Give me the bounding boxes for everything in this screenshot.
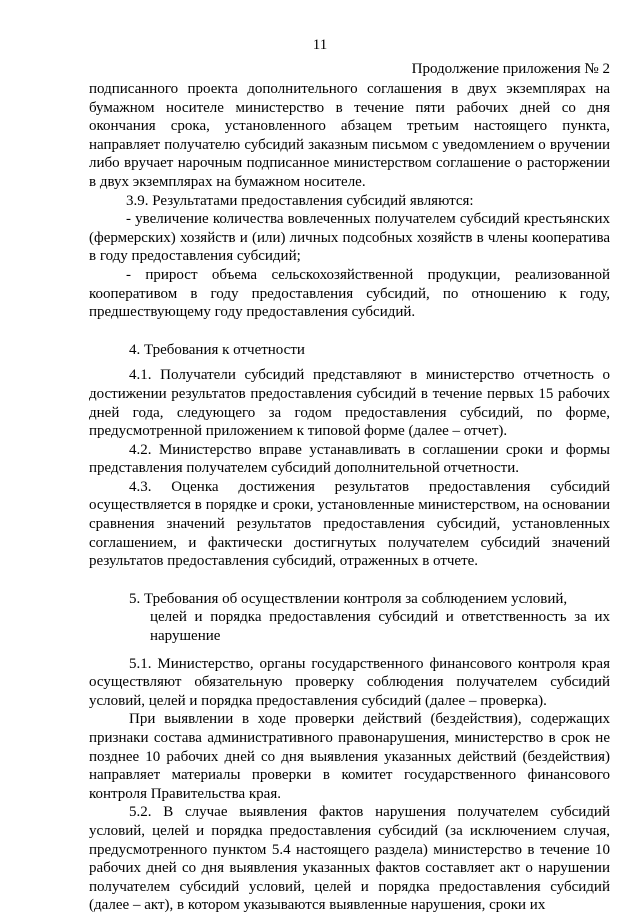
paragraph-4-2: 4.2. Министерство вправе устанавливать в соглашении сроки и формы представления получателем субсидий дополнительной отчетности. <box>89 441 610 477</box>
paragraph-violation-detection: При выявлении в ходе проверки действий (бездействия), содержащих признаки состава административного правонарушения, министерство в срок не позднее 10 рабочих дней со дня выявления указанных действий (бездействия) направляет материалы проверки в комитет государственного финансового контроля Правительства края. <box>89 711 610 802</box>
paragraph-4-1: 4.1. Получатели субсидий представляют в министерство отчетность о достижении результатов предоставления субсидий в течение первых 15 рабочих дней года, следующего за годом предоставления субсидий, по форме, предусмотренной приложением к типовой форме (далее – отчет). <box>89 367 610 440</box>
page-number: 11 <box>312 37 328 53</box>
paragraph-3-9: 3.9. Результатами предоставления субсидий являются: <box>126 192 474 209</box>
section-4-heading: 4. Требования к отчетности <box>129 341 305 358</box>
paragraph-4-3: 4.3. Оценка достижения результатов предоставления субсидий осуществляется в порядке и сроки, установленные министерством, на основании сравнения значений результатов предоставления субсидий, установленных соглашением, и фактически достигнутых получателем субсидий значений результатов предоставления субсидий, отраженных в отчете. <box>89 478 610 570</box>
section-5-heading-line1: 5. Требования об осуществлении контроля за соблюдением условий, <box>129 590 568 607</box>
document-body <box>89 80 610 915</box>
paragraph-5-1: 5.1. Министерство, органы государственного финансового контроля края осуществляют обязательную проверку соблюдения получателем субсидий условий, целей и порядка предоставления субсидий (далее – проверка). <box>89 655 610 709</box>
list-item-result-1: - увеличение количества вовлеченных получателем субсидий крестьянских (фермерских) хозяйств и (или) личных подсобных хозяйств в члены кооператива в году предоставления субсидий; <box>89 211 610 265</box>
section-5-heading <box>89 590 610 646</box>
paragraph-continuation: подписанного проекта дополнительного соглашения в двух экземплярах на бумажном носителе министерство в течение пяти рабочих дней со дня окончания срока, установленного абзацем третьим настоящего пункта, направляет получателю субсидий заказным письмом с уведомлением о вручении либо вручает нарочным подписанное министерством соглашение о расторжении в двух экземплярах на бумажном носителе. <box>89 81 610 190</box>
section-5-heading-rest: целей и порядка предоставления субсидий и ответственность за их нарушение <box>150 609 610 645</box>
paragraph-5-2: 5.2. В случае выявления фактов нарушения получателем субсидий условий, целей и порядка предоставления субсидий (за исключением случая, предусмотренного пунктом 5.4 настоящего раздела) министерство в течение 10 рабочих дней со дня выявления указанных фактов составляет акт о нарушении получателем субсидий условий, целей и порядка предоставления субсидий (далее – акт), в котором указываются выявленные нарушения, сроки их <box>89 804 610 914</box>
appendix-header: Продолжение приложения № 2 <box>411 61 610 77</box>
list-item-result-2: - прирост объема сельскохозяйственной продукции, реализованной кооперативом в году предоставления субсидий, по отношению к году, предшествующему году предоставления субсидий. <box>89 266 610 321</box>
